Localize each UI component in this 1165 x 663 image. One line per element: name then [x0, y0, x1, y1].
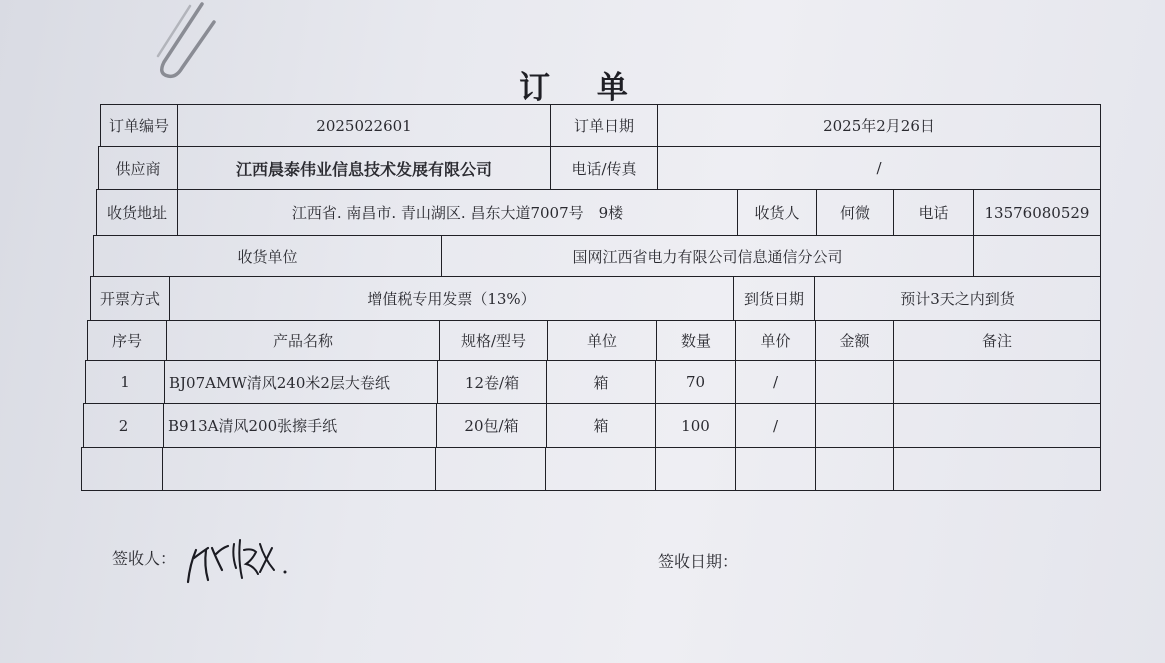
arrival-value: 预计3天之内到货 [814, 276, 1101, 321]
empty-cell [435, 447, 546, 491]
empty-cell [162, 447, 436, 491]
order-date-label: 订单日期 [550, 104, 658, 147]
phone-fax-label: 电话/传真 [550, 146, 658, 190]
col-header-qty: 数量 [656, 320, 736, 361]
address-value: 江西省. 南昌市. 青山湖区. 昌东大道7007号 9楼 [177, 189, 738, 236]
empty-cell [81, 447, 163, 491]
item-spec: 20包/箱 [436, 403, 547, 448]
sign-date-label: 签收日期： [658, 552, 739, 571]
item-qty: 70 [655, 360, 736, 404]
col-header-amount: 金额 [815, 320, 894, 361]
supplier-label: 供应商 [98, 146, 178, 190]
receiving-unit-label: 收货单位 [93, 235, 442, 277]
item-seq: 1 [85, 360, 165, 404]
item-amount [815, 360, 894, 404]
invoice-label: 开票方式 [90, 276, 170, 321]
col-header-note: 备注 [893, 320, 1101, 361]
item-note [893, 403, 1101, 448]
supplier-value: 江西晨泰伟业信息技术发展有限公司 [177, 146, 551, 190]
empty-cell [735, 447, 816, 491]
order-date-value: 2025年2月26日 [657, 104, 1101, 147]
empty-cell [545, 447, 656, 491]
col-header-spec: 规格/型号 [439, 320, 548, 361]
empty-cell [893, 447, 1101, 491]
arrival-label: 到货日期 [733, 276, 815, 321]
item-price: / [735, 360, 816, 404]
invoice-value: 增值税专用发票（13%） [169, 276, 734, 321]
empty-cell [815, 447, 894, 491]
item-price: / [735, 403, 816, 448]
receiving-unit-blank [973, 235, 1101, 277]
col-header-seq: 序号 [87, 320, 167, 361]
receiver-value: 何微 [816, 189, 894, 236]
col-header-unit: 单位 [547, 320, 657, 361]
handwritten-signature [182, 530, 292, 590]
receiver-label: 收货人 [737, 189, 817, 236]
order-no-label: 订单编号 [100, 104, 178, 147]
item-amount [815, 403, 894, 448]
item-note [893, 360, 1101, 404]
item-qty: 100 [655, 403, 736, 448]
receiving-unit-value: 国网江西省电力有限公司信息通信分公司 [441, 235, 974, 277]
item-spec: 12卷/箱 [437, 360, 547, 404]
signer-label: 签收人： [112, 549, 177, 568]
document-title: 订 单 [519, 70, 646, 106]
col-header-name: 产品名称 [166, 320, 440, 361]
order-no-value: 2025022601 [177, 104, 551, 147]
item-seq: 2 [83, 403, 164, 448]
item-unit: 箱 [546, 403, 656, 448]
item-name: BJ07AMW清风240米2层大卷纸 [164, 360, 438, 404]
item-unit: 箱 [546, 360, 656, 404]
empty-cell [655, 447, 736, 491]
tel-label: 电话 [893, 189, 974, 236]
tel-value: 13576080529 [973, 189, 1101, 236]
item-name: B913A清风200张擦手纸 [163, 403, 437, 448]
address-label: 收货地址 [96, 189, 178, 236]
col-header-price: 单价 [735, 320, 816, 361]
phone-fax-value: / [657, 146, 1101, 190]
